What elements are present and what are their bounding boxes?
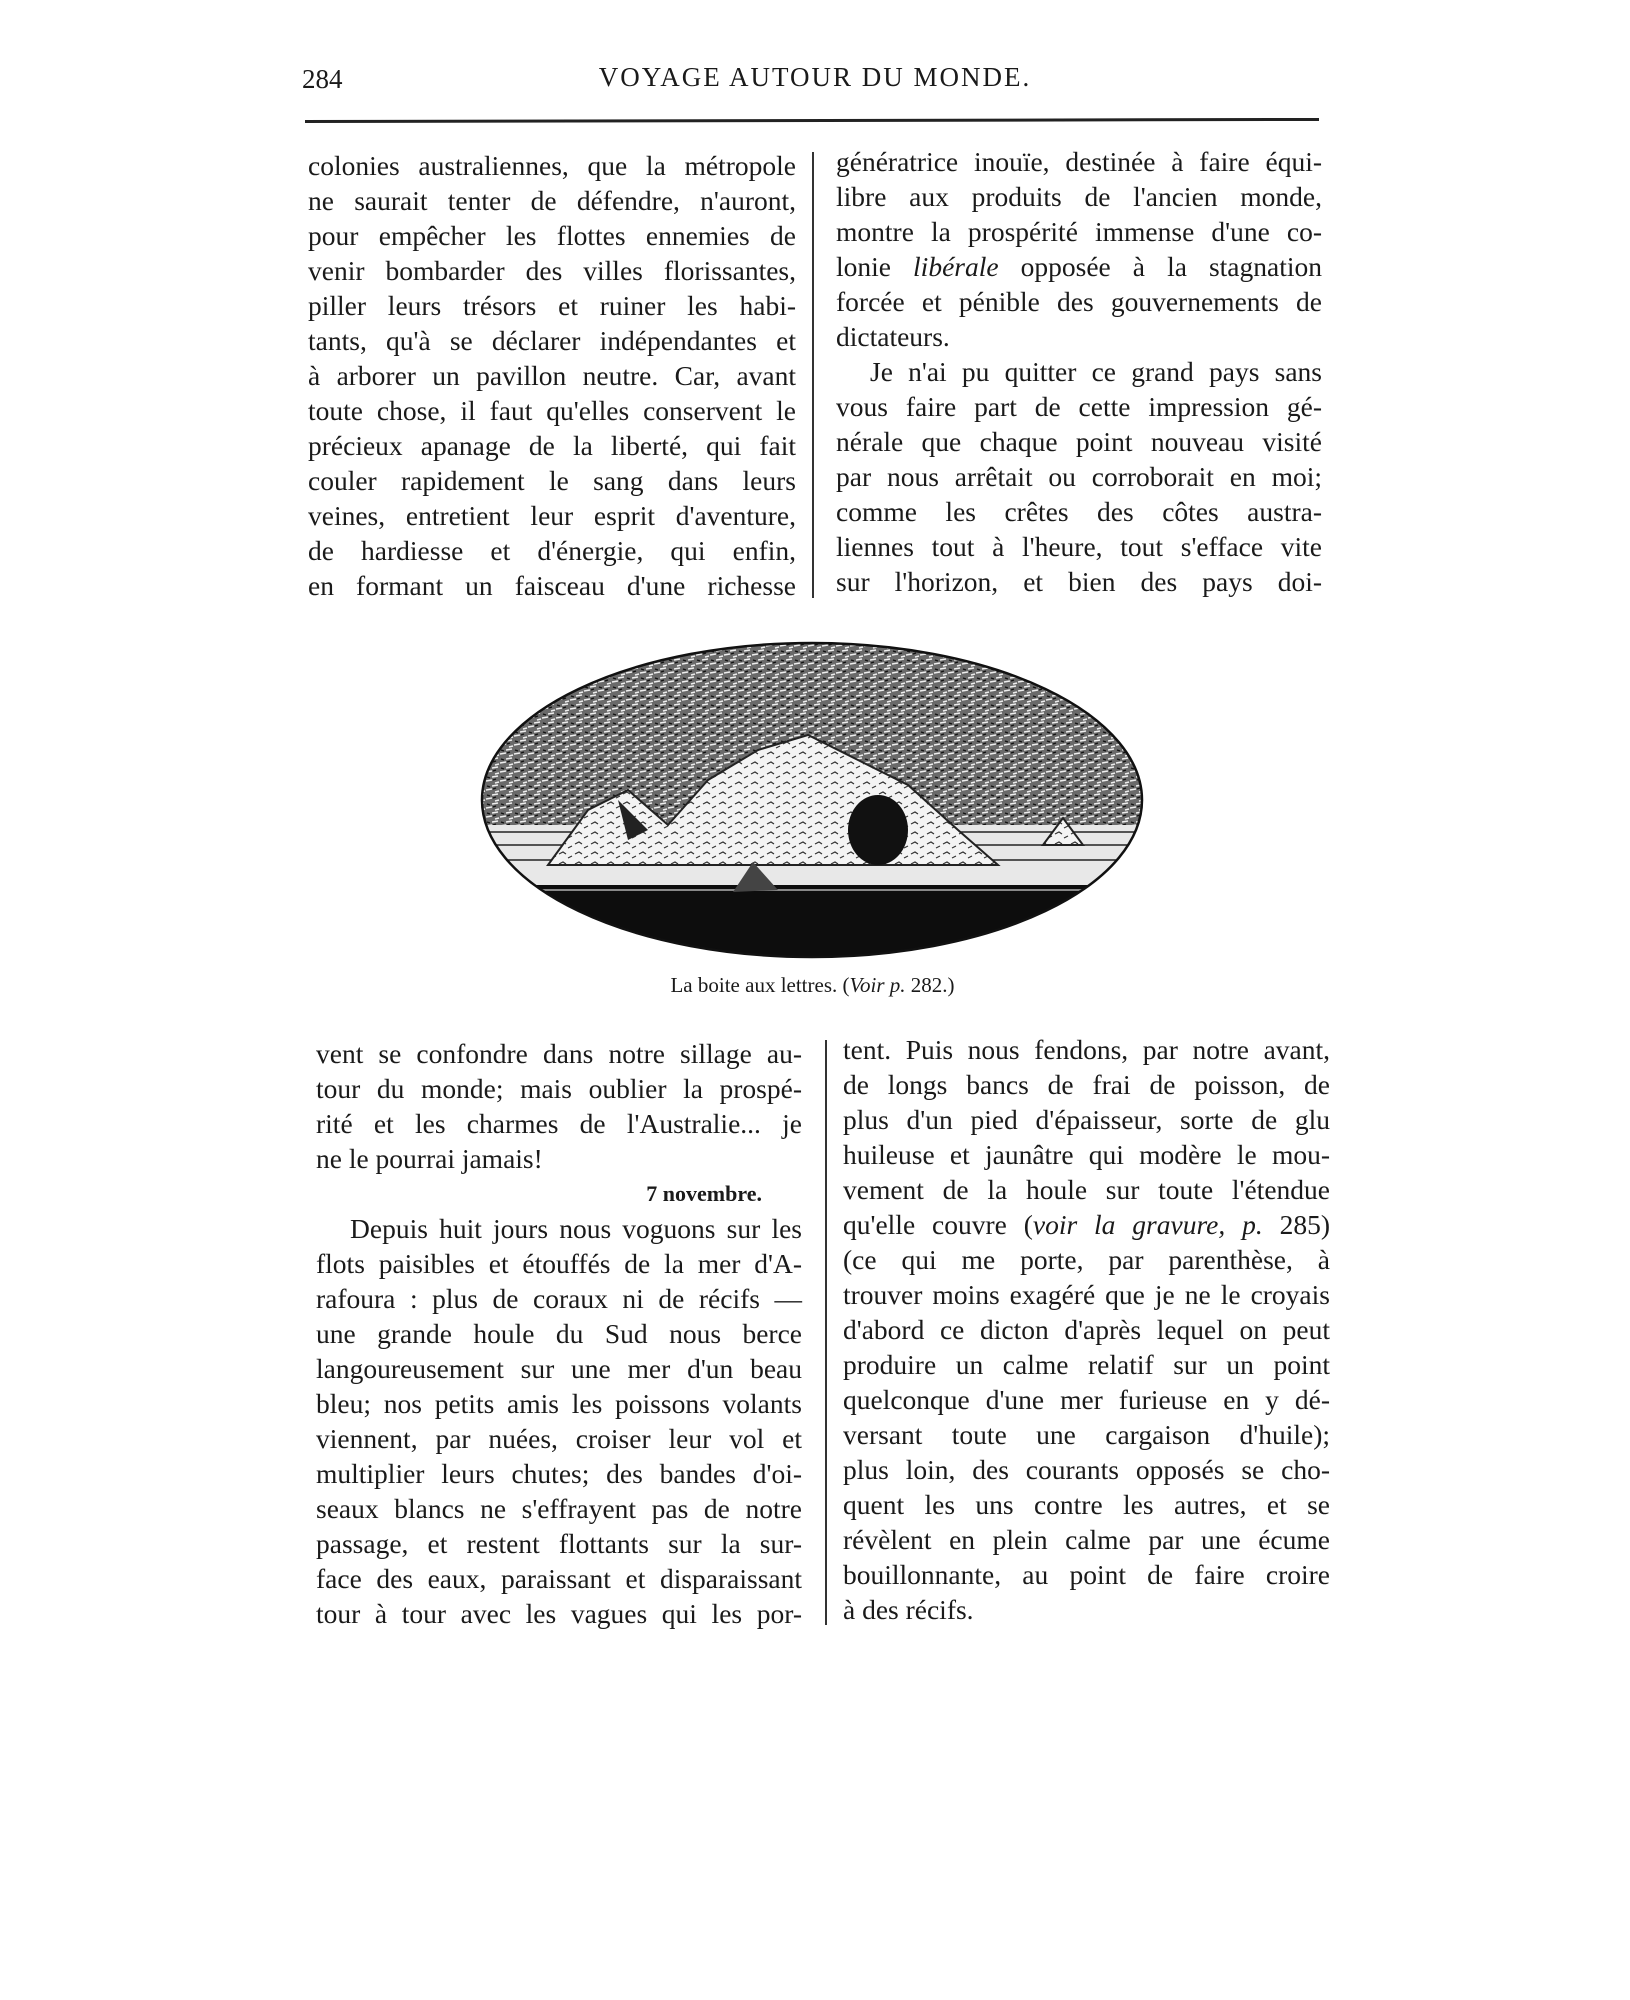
text-line (308, 463, 796, 498)
text-line (316, 1071, 802, 1106)
text-segment: montre la prospérité immense d'une co- (836, 216, 1322, 247)
text-line (308, 533, 796, 568)
text-segment: (ce qui me porte, par parenthèse, à (843, 1244, 1330, 1275)
text-segment: veines, entretient leur esprit d'aventure, (308, 500, 796, 531)
text-segment: par nous arrêtait ou corroborait en moi; (836, 461, 1322, 492)
text-segment: libre aux produits de l'ancien monde, (836, 181, 1322, 212)
text-segment: tent. Puis nous fendons, par notre avant, (843, 1034, 1330, 1065)
text-line (843, 1242, 1330, 1277)
text-segment: plus d'un pied d'épaisseur, sorte de glu (843, 1104, 1330, 1135)
text-line (843, 1032, 1330, 1067)
text-line (836, 564, 1322, 599)
text-segment: 7 novembre. (646, 1181, 762, 1206)
text-segment: d'abord ce dicton d'après lequel on peut (843, 1314, 1330, 1345)
illustration-iceberg (478, 640, 1148, 962)
text-line (316, 1561, 802, 1596)
text-line (316, 1491, 802, 1526)
caption-reference: Voir p. (849, 973, 906, 997)
text-segment: vous faire part de cette impression gé- (836, 391, 1322, 422)
text-segment: dictateurs. (836, 321, 950, 352)
text-segment: quent les uns contre les autres, et se (843, 1489, 1330, 1520)
text-line (308, 253, 796, 288)
text-line (836, 354, 1322, 389)
text-segment: ne le pourrai jamais! (316, 1143, 543, 1174)
column-top-left (308, 148, 796, 603)
text-line (316, 1316, 802, 1351)
text-line (308, 358, 796, 393)
text-line (316, 1386, 802, 1421)
text-segment: lonie (836, 251, 914, 282)
text-line (308, 288, 796, 323)
text-segment: révèlent en plein calme par une écume (843, 1524, 1330, 1555)
text-line (843, 1557, 1330, 1592)
header-rule (305, 118, 1319, 123)
text-line (843, 1207, 1330, 1242)
text-line (316, 1596, 802, 1631)
text-segment: forcée et pénible des gouvernements de (836, 286, 1322, 317)
text-segment: sur l'horizon, et bien des pays doi- (836, 566, 1322, 597)
text-segment: nérale que chaque point nouveau visité (836, 426, 1322, 457)
text-segment: une grande houle du Sud nous berce (316, 1318, 802, 1349)
text-segment: seaux blancs ne s'effrayent pas de notre (316, 1493, 802, 1524)
column-bottom-right (843, 1032, 1330, 1627)
text-line (836, 179, 1322, 214)
text-segment: vent se confondre dans notre sillage au- (316, 1038, 802, 1069)
text-line (316, 1526, 802, 1561)
text-line (308, 393, 796, 428)
text-line (836, 284, 1322, 319)
text-segment: tour du monde; mais oublier la prospé- (316, 1073, 802, 1104)
text-line (316, 1141, 802, 1176)
text-line (843, 1417, 1330, 1452)
text-line (843, 1172, 1330, 1207)
text-line (316, 1421, 802, 1456)
text-segment: venir bombarder des villes florissantes, (308, 255, 796, 286)
text-line (308, 183, 796, 218)
caption-text: La boite aux lettres. ( (670, 973, 850, 997)
text-segment: ne saurait tenter de défendre, n'auront, (308, 185, 796, 216)
text-line (316, 1246, 802, 1281)
text-line (843, 1277, 1330, 1312)
text-segment: multiplier leurs chutes; des bandes d'oi- (316, 1458, 802, 1489)
text-line (836, 214, 1322, 249)
text-line (316, 1456, 802, 1491)
text-segment: produire un calme relatif sur un point (843, 1349, 1330, 1380)
text-segment: Je n'ai pu quitter ce grand pays sans (870, 356, 1322, 387)
text-segment: à des récifs. (843, 1594, 974, 1625)
text-line (836, 389, 1322, 424)
text-segment: langoureusement sur une mer d'un beau (316, 1353, 802, 1384)
text-segment: rafoura : plus de coraux ni de récifs — (316, 1283, 802, 1314)
text-segment: bouillonnante, au point de faire croire (843, 1559, 1330, 1590)
text-line (308, 218, 796, 253)
text-line (836, 424, 1322, 459)
text-line (843, 1522, 1330, 1557)
text-segment: trouver moins exagéré que je ne le croyais (843, 1279, 1330, 1310)
text-line (836, 459, 1322, 494)
text-line (316, 1106, 802, 1141)
text-segment: versant toute une cargaison d'huile); (843, 1419, 1330, 1450)
text-line (316, 1281, 802, 1316)
text-line (836, 144, 1322, 179)
column-divider (825, 1040, 827, 1625)
text-segment: face des eaux, paraissant et disparaissant (316, 1563, 802, 1594)
text-line (316, 1211, 802, 1246)
text-line (843, 1347, 1330, 1382)
text-segment: flots paisibles et étouffés de la mer d'A- (316, 1248, 802, 1279)
text-segment: liennes tout à l'heure, tout s'efface vite (836, 531, 1322, 562)
caption-page: 282.) (905, 973, 955, 997)
text-line (843, 1592, 1330, 1627)
text-segment: rité et les charmes de l'Australie... je (316, 1108, 802, 1139)
text-segment: génératrice inouïe, destinée à faire équi- (836, 146, 1322, 177)
text-segment: piller leurs trésors et ruiner les habi- (308, 290, 796, 321)
text-segment: bleu; nos petits amis les poissons volants (316, 1388, 802, 1419)
text-segment: couler rapidement le sang dans leurs (308, 465, 796, 496)
text-segment: précieux apanage de la liberté, qui fait (308, 430, 796, 461)
text-line (836, 494, 1322, 529)
text-segment: comme les crêtes des côtes austra- (836, 496, 1322, 527)
text-line (843, 1487, 1330, 1522)
text-segment: vement de la houle sur toute l'étendue (843, 1174, 1330, 1205)
text-segment: 285) (1262, 1209, 1330, 1240)
column-top-right (836, 144, 1322, 599)
text-line (836, 249, 1322, 284)
text-line (316, 1036, 802, 1071)
text-line (843, 1312, 1330, 1347)
text-line (308, 148, 796, 183)
text-segment: viennent, par nuées, croiser leur vol et (316, 1423, 802, 1454)
text-segment: de longs bancs de frai de poisson, de (843, 1069, 1330, 1100)
figure-caption (480, 973, 1145, 998)
text-segment: plus loin, des courants opposés se cho- (843, 1454, 1330, 1485)
text-line (308, 428, 796, 463)
column-divider (812, 152, 814, 598)
text-segment: toute chose, il faut qu'elles conservent le (308, 395, 796, 426)
text-line (308, 323, 796, 358)
text-segment: tour à tour avec les vagues qui les por- (316, 1598, 802, 1629)
text-line (843, 1067, 1330, 1102)
text-segment: passage, et restent flottants sur la sur- (316, 1528, 802, 1559)
page-number: 284 (302, 64, 343, 94)
text-segment: de hardiesse et d'énergie, qui enfin, (308, 535, 796, 566)
italic-segment: libérale (913, 251, 999, 282)
text-line (843, 1137, 1330, 1172)
column-bottom-left (316, 1036, 802, 1631)
text-segment: en formant un faisceau d'une richesse (308, 570, 796, 601)
text-segment: à arborer un pavillon neutre. Car, avant (308, 360, 796, 391)
text-line (843, 1102, 1330, 1137)
text-segment: pour empêcher les flottes ennemies de (308, 220, 796, 251)
italic-segment: voir la gravure, p. (1032, 1209, 1263, 1240)
text-line (843, 1382, 1330, 1417)
text-line (316, 1351, 802, 1386)
text-line (308, 568, 796, 603)
text-segment: Depuis huit jours nous voguons sur les (350, 1213, 802, 1244)
text-segment: tants, qu'à se déclarer indépendantes et (308, 325, 796, 356)
text-line (843, 1452, 1330, 1487)
text-segment: quelconque d'une mer furieuse en y dé- (843, 1384, 1330, 1415)
text-line (836, 529, 1322, 564)
text-segment: colonies australiennes, que la métropole (308, 150, 796, 181)
text-segment: opposée à la stagnation (998, 251, 1322, 282)
text-segment: huileuse et jaunâtre qui modère le mou- (843, 1139, 1330, 1170)
dateline (316, 1176, 802, 1211)
text-line (836, 319, 1322, 354)
text-line (308, 498, 796, 533)
running-title: VOYAGE AUTOUR DU MONDE. (598, 62, 1032, 92)
text-segment: qu'elle couvre ( (843, 1209, 1033, 1240)
